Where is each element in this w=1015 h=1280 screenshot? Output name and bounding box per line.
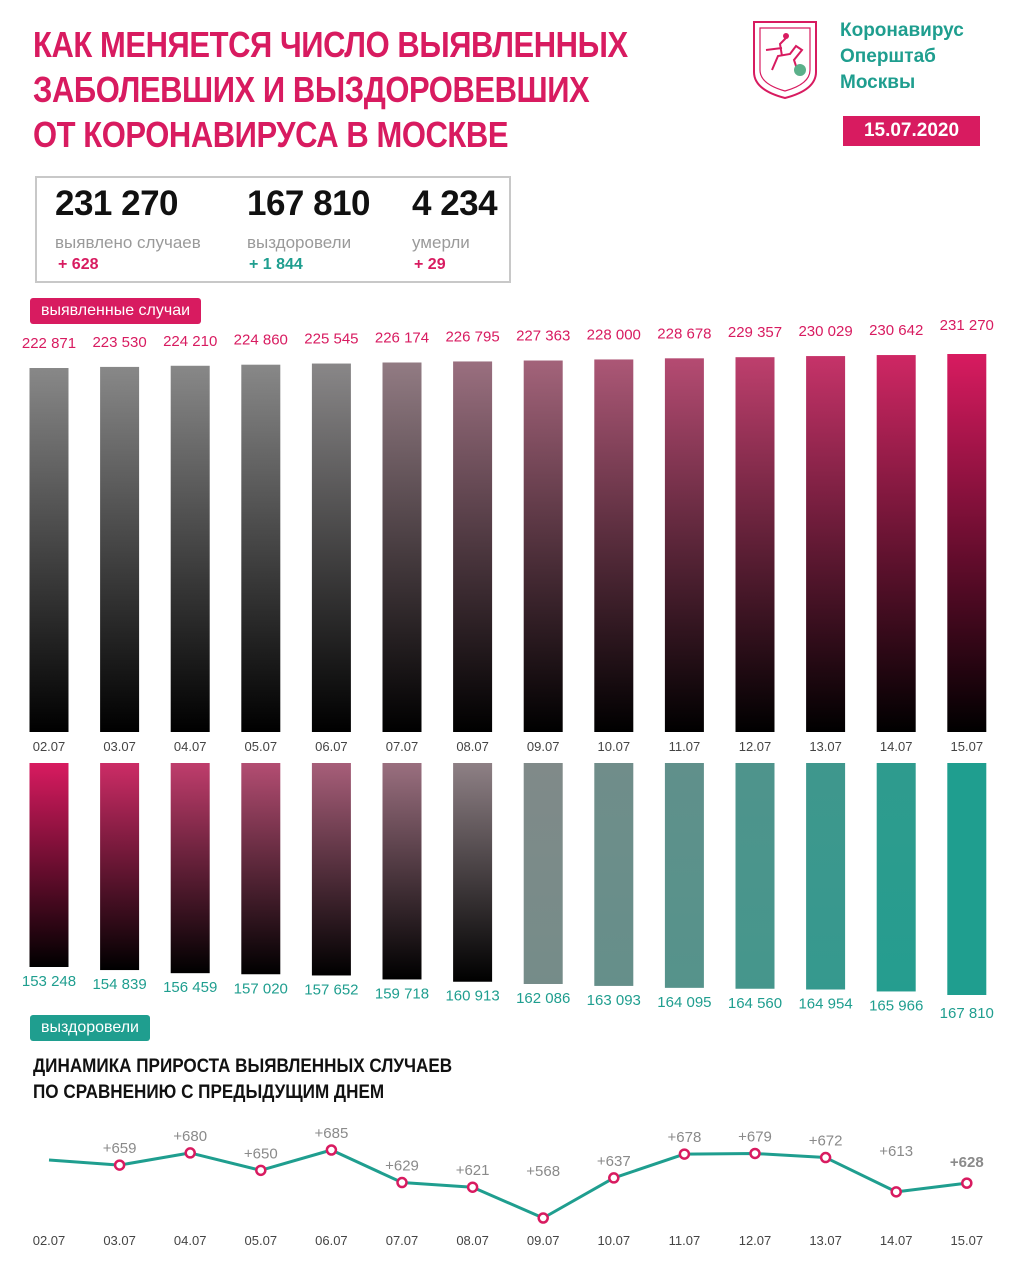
cases-date-label: 02.07	[32, 739, 66, 754]
growth-point	[468, 1183, 477, 1192]
recovered-value: 167 810	[247, 184, 371, 223]
cases-bar-04.07	[171, 366, 210, 732]
brand-line-2: Оперштаб	[840, 46, 936, 67]
recovered-value-label: 164 954	[798, 995, 853, 1013]
recovered-value-label: 167 810	[939, 1005, 994, 1022]
growth-value-label: +621	[455, 1162, 490, 1180]
recovered-bar-04.07	[171, 763, 210, 973]
recovered-value-label: 157 020	[233, 980, 288, 998]
cases-bar-14.07	[877, 355, 916, 732]
growth-point	[398, 1178, 407, 1187]
growth-point	[680, 1150, 689, 1159]
growth-point	[327, 1146, 336, 1155]
recovered-bar-08.07	[453, 763, 492, 982]
growth-date-label: 03.07	[103, 1233, 136, 1248]
growth-date-label: 11.07	[668, 1233, 701, 1248]
cases-value-label: 227 363	[516, 327, 571, 345]
growth-value-label: +628	[949, 1154, 984, 1172]
cases-value-label: 231 270	[939, 317, 994, 334]
cases-date-label: 08.07	[456, 739, 489, 754]
recovered-value-label: 160 913	[445, 987, 500, 1005]
cases-label: выявлено случаев	[55, 233, 201, 252]
cases-value-label: 224 860	[233, 331, 288, 349]
cases-value-label: 230 029	[798, 323, 853, 341]
deaths-delta: + 29	[414, 256, 446, 273]
cases-bar-09.07	[524, 361, 563, 732]
cases-date-label: 03.07	[103, 739, 136, 754]
growth-date-label: 07.07	[385, 1233, 419, 1248]
growth-date-label: 09.07	[526, 1233, 560, 1248]
cases-bar-05.07	[241, 365, 280, 732]
recovered-bar-07.07	[383, 763, 422, 979]
growth-date-label: 15.07	[950, 1233, 984, 1248]
cases-value-label: 229 357	[727, 324, 783, 342]
title-line-2: ЗАБОЛЕВШИХ И ВЫЗДОРОВЕВШИХ	[33, 69, 590, 110]
cases-bar-13.07	[806, 356, 845, 732]
growth-date-label: 08.07	[456, 1233, 489, 1248]
recovered-series-tag: выздоровели	[30, 1015, 150, 1041]
growth-point	[115, 1161, 124, 1170]
title-line-1: КАК МЕНЯЕТСЯ ЧИСЛО ВЫЯВЛЕННЫХ	[33, 24, 628, 65]
title-line-3: ОТ КОРОНАВИРУСА В МОСКВЕ	[33, 114, 509, 155]
growth-point	[256, 1166, 265, 1175]
cases-bar-chart	[22, 317, 994, 754]
deaths-value: 4 234	[412, 184, 498, 223]
growth-value-label: +637	[596, 1152, 631, 1170]
cases-bar-06.07	[312, 364, 351, 732]
cases-series-tag: выявленные случаи	[30, 298, 201, 324]
growth-value-label: +659	[102, 1140, 137, 1158]
cases-value-label: 228 000	[586, 326, 641, 344]
recovered-value-label: 164 095	[657, 993, 712, 1011]
cases-date-label: 09.07	[526, 739, 560, 754]
growth-date-label: 02.07	[32, 1233, 66, 1248]
cases-date-label: 15.07	[950, 739, 984, 754]
recovered-bar-12.07	[736, 763, 775, 989]
growth-value-label: +672	[808, 1132, 843, 1150]
cases-bar-12.07	[736, 357, 775, 732]
growth-date-label: 06.07	[315, 1233, 348, 1248]
cases-date-label: 07.07	[385, 739, 419, 754]
recovered-value-label: 164 560	[727, 994, 783, 1012]
growth-point	[892, 1187, 901, 1196]
recovered-bar-10.07	[594, 763, 633, 986]
recovered-value-label: 153 248	[21, 973, 77, 990]
recovered-value-label: 165 966	[869, 997, 924, 1015]
growth-date-label: 13.07	[809, 1233, 842, 1248]
recovered-bar-chart	[22, 763, 994, 1022]
growth-date-label: 12.07	[738, 1233, 772, 1248]
cases-bar-15.07	[947, 354, 986, 732]
cases-value-label: 226 174	[374, 329, 430, 347]
cases-value: 231 270	[55, 184, 179, 223]
cases-date-label: 05.07	[244, 739, 278, 754]
recovered-value-label: 154 839	[92, 976, 147, 994]
growth-value-label: +568	[526, 1163, 561, 1180]
recovered-bar-05.07	[241, 763, 280, 974]
dynamics-title-line-2: ПО СРАВНЕНИЮ С ПРЕДЫДУЩИМ ДНЕМ	[33, 1082, 385, 1103]
cases-date-label: 11.07	[668, 739, 701, 754]
growth-date-label: 10.07	[597, 1233, 631, 1248]
growth-point	[539, 1214, 548, 1223]
recovered-value-label: 163 093	[586, 991, 641, 1009]
cases-bar-03.07	[100, 367, 139, 732]
recovered-bar-09.07	[524, 763, 563, 984]
cases-value-label: 223 530	[92, 333, 147, 351]
recovered-value-label: 159 718	[374, 985, 430, 1003]
date-badge: 15.07.2020	[843, 116, 980, 146]
cases-value-label: 222 871	[21, 335, 77, 352]
growth-value-label: +613	[879, 1142, 914, 1160]
cases-delta: + 628	[58, 256, 99, 273]
growth-value-label: +680	[173, 1127, 208, 1145]
growth-date-label: 05.07	[244, 1233, 278, 1248]
recovered-bar-13.07	[806, 763, 845, 990]
cases-value-label: 230 642	[869, 322, 924, 340]
recovered-bar-15.07	[947, 763, 986, 995]
growth-point	[962, 1179, 971, 1188]
recovered-bar-02.07	[30, 763, 69, 967]
recovered-bar-14.07	[877, 763, 916, 991]
growth-point	[751, 1149, 760, 1158]
growth-line-chart	[33, 1125, 984, 1248]
cases-date-label: 14.07	[879, 739, 913, 754]
cases-bar-07.07	[383, 362, 422, 732]
cases-bar-10.07	[594, 359, 633, 732]
recovered-value-label: 157 652	[304, 981, 359, 999]
cases-date-label: 10.07	[597, 739, 631, 754]
dynamics-title-line-1: ДИНАМИКА ПРИРОСТА ВЫЯВЛЕННЫХ СЛУЧАЕВ	[33, 1056, 453, 1077]
cases-value-label: 226 795	[445, 328, 500, 346]
cases-date-label: 06.07	[315, 739, 348, 754]
growth-point	[609, 1173, 618, 1182]
cases-value-label: 224 210	[163, 332, 218, 350]
cases-date-label: 04.07	[173, 739, 207, 754]
growth-date-label: 14.07	[879, 1233, 913, 1248]
growth-value-label: +679	[738, 1128, 772, 1146]
cases-date-label: 13.07	[809, 739, 842, 754]
cases-bar-08.07	[453, 361, 492, 732]
growth-value-label: +650	[243, 1145, 278, 1163]
growth-value-label: +629	[385, 1157, 419, 1175]
growth-point	[821, 1153, 830, 1162]
recovered-bar-03.07	[100, 763, 139, 970]
growth-value-label: +678	[667, 1129, 702, 1147]
recovered-value-label: 156 459	[163, 979, 218, 997]
cases-value-label: 225 545	[304, 330, 359, 348]
growth-date-label: 04.07	[173, 1233, 207, 1248]
brand-line-1: Коронавирус	[840, 20, 964, 41]
cases-bar-11.07	[665, 358, 704, 732]
brand-line-3: Москвы	[840, 72, 916, 93]
cases-date-label: 12.07	[738, 739, 772, 754]
recovered-delta: + 1 844	[249, 256, 303, 273]
recovered-label: выздоровели	[247, 233, 352, 252]
growth-point	[186, 1148, 195, 1157]
recovered-bar-11.07	[665, 763, 704, 988]
cases-bar-02.07	[30, 368, 69, 732]
recovered-value-label: 162 086	[516, 989, 571, 1007]
deaths-label: умерли	[412, 233, 470, 252]
cases-value-label: 228 678	[657, 325, 712, 343]
growth-value-label: +685	[314, 1125, 349, 1142]
recovered-bar-06.07	[312, 763, 351, 975]
